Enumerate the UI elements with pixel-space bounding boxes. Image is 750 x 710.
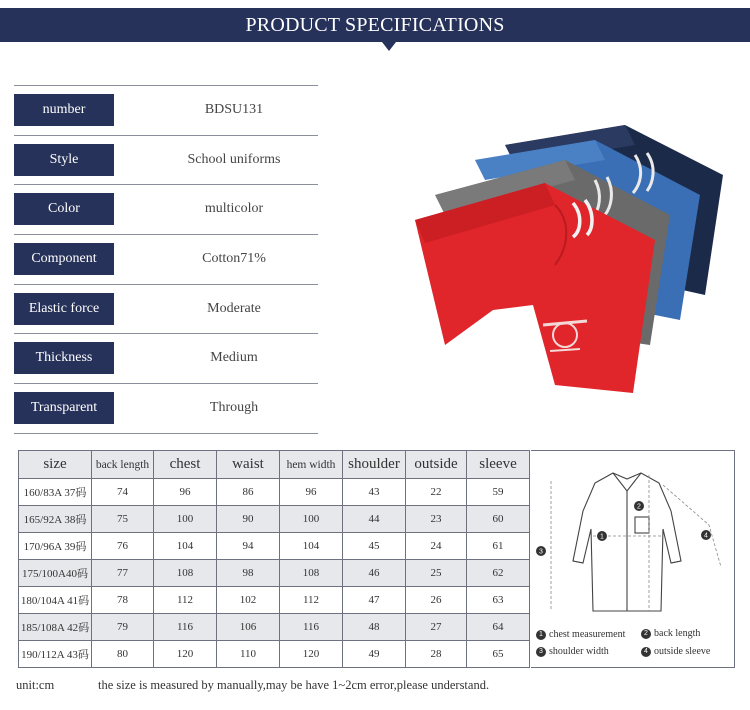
spec-row xyxy=(14,284,318,334)
table-cell: 79 xyxy=(92,614,154,641)
spec-row xyxy=(14,333,318,383)
header-banner xyxy=(0,8,750,42)
shirt-icon xyxy=(531,451,734,621)
table-cell: 64 xyxy=(467,614,530,641)
table-row xyxy=(19,533,530,560)
legend-text: back length xyxy=(654,628,701,639)
table-cell: 76 xyxy=(92,533,154,560)
table-cell: 75 xyxy=(92,506,154,533)
unit-note: unit:cm xyxy=(16,678,55,692)
banner-notch xyxy=(382,42,396,51)
legend-number: 4 xyxy=(641,647,651,657)
marker-1: 1 xyxy=(600,533,604,541)
table-cell: 98 xyxy=(217,560,280,587)
table-row xyxy=(19,506,530,533)
column-header: shoulder xyxy=(343,451,406,479)
table-cell: 108 xyxy=(154,560,217,587)
spec-value: Moderate xyxy=(207,300,261,316)
table-cell: 48 xyxy=(343,614,406,641)
table-cell: 102 xyxy=(217,587,280,614)
legend-text: chest measurement xyxy=(549,629,626,640)
measurement-note: the size is measured by manually,may be have 1~2cm error,please understand. xyxy=(98,678,490,692)
legend-item xyxy=(641,628,700,639)
table-cell: 94 xyxy=(217,533,280,560)
marker-2: 2 xyxy=(637,503,641,511)
shorts-illustration xyxy=(405,115,730,405)
spec-value: Through xyxy=(209,400,259,416)
column-header: hem width xyxy=(280,451,343,479)
legend-number: 2 xyxy=(641,629,651,639)
table-row xyxy=(19,614,530,641)
table-cell: 100 xyxy=(154,506,217,533)
table-cell: 59 xyxy=(467,479,530,506)
table-cell: 104 xyxy=(154,533,217,560)
spec-list xyxy=(14,85,318,434)
spec-label: Elastic force xyxy=(14,293,114,325)
spec-row xyxy=(14,184,318,234)
table-cell: 90 xyxy=(217,506,280,533)
legend-item xyxy=(536,646,609,657)
spec-row xyxy=(14,85,318,135)
table-cell: 65 xyxy=(467,641,530,668)
table-cell: 185/108A 42码 xyxy=(19,614,92,641)
spec-value: Medium xyxy=(210,350,258,366)
table-cell: 116 xyxy=(154,614,217,641)
table-cell: 74 xyxy=(92,479,154,506)
table-cell: 25 xyxy=(406,560,467,587)
legend-text: shoulder width xyxy=(549,646,609,657)
size-table xyxy=(18,450,530,668)
column-header: chest xyxy=(154,451,217,479)
legend-number: 3 xyxy=(536,647,546,657)
table-cell: 26 xyxy=(406,587,467,614)
spec-label: Transparent xyxy=(14,392,114,424)
measurement-diagram xyxy=(531,450,735,668)
table-row xyxy=(19,479,530,506)
table-cell: 45 xyxy=(343,533,406,560)
spec-row xyxy=(14,135,318,185)
table-cell: 47 xyxy=(343,587,406,614)
spec-label: Style xyxy=(14,144,114,176)
table-cell: 160/83A 37码 xyxy=(19,479,92,506)
marker-3: 3 xyxy=(539,548,543,556)
table-cell: 62 xyxy=(467,560,530,587)
table-cell: 23 xyxy=(406,506,467,533)
table-cell: 77 xyxy=(92,560,154,587)
table-cell: 44 xyxy=(343,506,406,533)
column-header: size xyxy=(19,451,92,479)
spec-value: multicolor xyxy=(204,201,264,217)
table-cell: 96 xyxy=(154,479,217,506)
table-row xyxy=(19,641,530,668)
table-cell: 116 xyxy=(280,614,343,641)
table-cell: 60 xyxy=(467,506,530,533)
spec-value: BDSU131 xyxy=(204,102,264,117)
page-title: PRODUCT SPECIFICATIONS xyxy=(245,14,505,36)
table-cell: 43 xyxy=(343,479,406,506)
legend-item xyxy=(536,629,625,640)
table-cell: 96 xyxy=(280,479,343,506)
column-header: back length xyxy=(92,451,154,479)
table-cell: 175/100A40码 xyxy=(19,560,92,587)
product-image xyxy=(405,115,730,405)
table-cell: 100 xyxy=(280,506,343,533)
table-cell: 112 xyxy=(154,587,217,614)
table-cell: 180/104A 41码 xyxy=(19,587,92,614)
table-cell: 63 xyxy=(467,587,530,614)
table-row xyxy=(19,587,530,614)
table-cell: 24 xyxy=(406,533,467,560)
column-header: outside xyxy=(406,451,467,479)
table-cell: 108 xyxy=(280,560,343,587)
table-cell: 86 xyxy=(217,479,280,506)
spec-value: School uniforms xyxy=(187,151,281,167)
table-cell: 49 xyxy=(343,641,406,668)
table-cell: 190/112A 43码 xyxy=(19,641,92,668)
table-cell: 80 xyxy=(92,641,154,668)
legend-item xyxy=(641,646,710,657)
table-cell: 46 xyxy=(343,560,406,587)
table-cell: 170/96A 39码 xyxy=(19,533,92,560)
legend-number: 1 xyxy=(536,630,546,640)
table-cell: 22 xyxy=(406,479,467,506)
table-header-row xyxy=(19,451,530,479)
legend-text: outside sleeve xyxy=(654,646,711,657)
column-header: sleeve xyxy=(467,451,530,479)
column-header: waist xyxy=(217,451,280,479)
spec-label: Thickness xyxy=(14,342,114,374)
table-cell: 165/92A 38码 xyxy=(19,506,92,533)
table-cell: 106 xyxy=(217,614,280,641)
table-row xyxy=(19,560,530,587)
table-cell: 110 xyxy=(217,641,280,668)
table-cell: 28 xyxy=(406,641,467,668)
spec-label: Component xyxy=(14,243,114,275)
marker-4: 4 xyxy=(704,532,708,540)
table-cell: 78 xyxy=(92,587,154,614)
table-cell: 120 xyxy=(280,641,343,668)
spec-value: Cotton71% xyxy=(202,251,266,267)
table-cell: 27 xyxy=(406,614,467,641)
table-cell: 120 xyxy=(154,641,217,668)
spec-row xyxy=(14,234,318,284)
spec-row xyxy=(14,383,318,434)
spec-label: Color xyxy=(14,193,114,225)
table-cell: 104 xyxy=(280,533,343,560)
table-cell: 112 xyxy=(280,587,343,614)
table-cell: 61 xyxy=(467,533,530,560)
spec-label: number xyxy=(14,94,114,126)
